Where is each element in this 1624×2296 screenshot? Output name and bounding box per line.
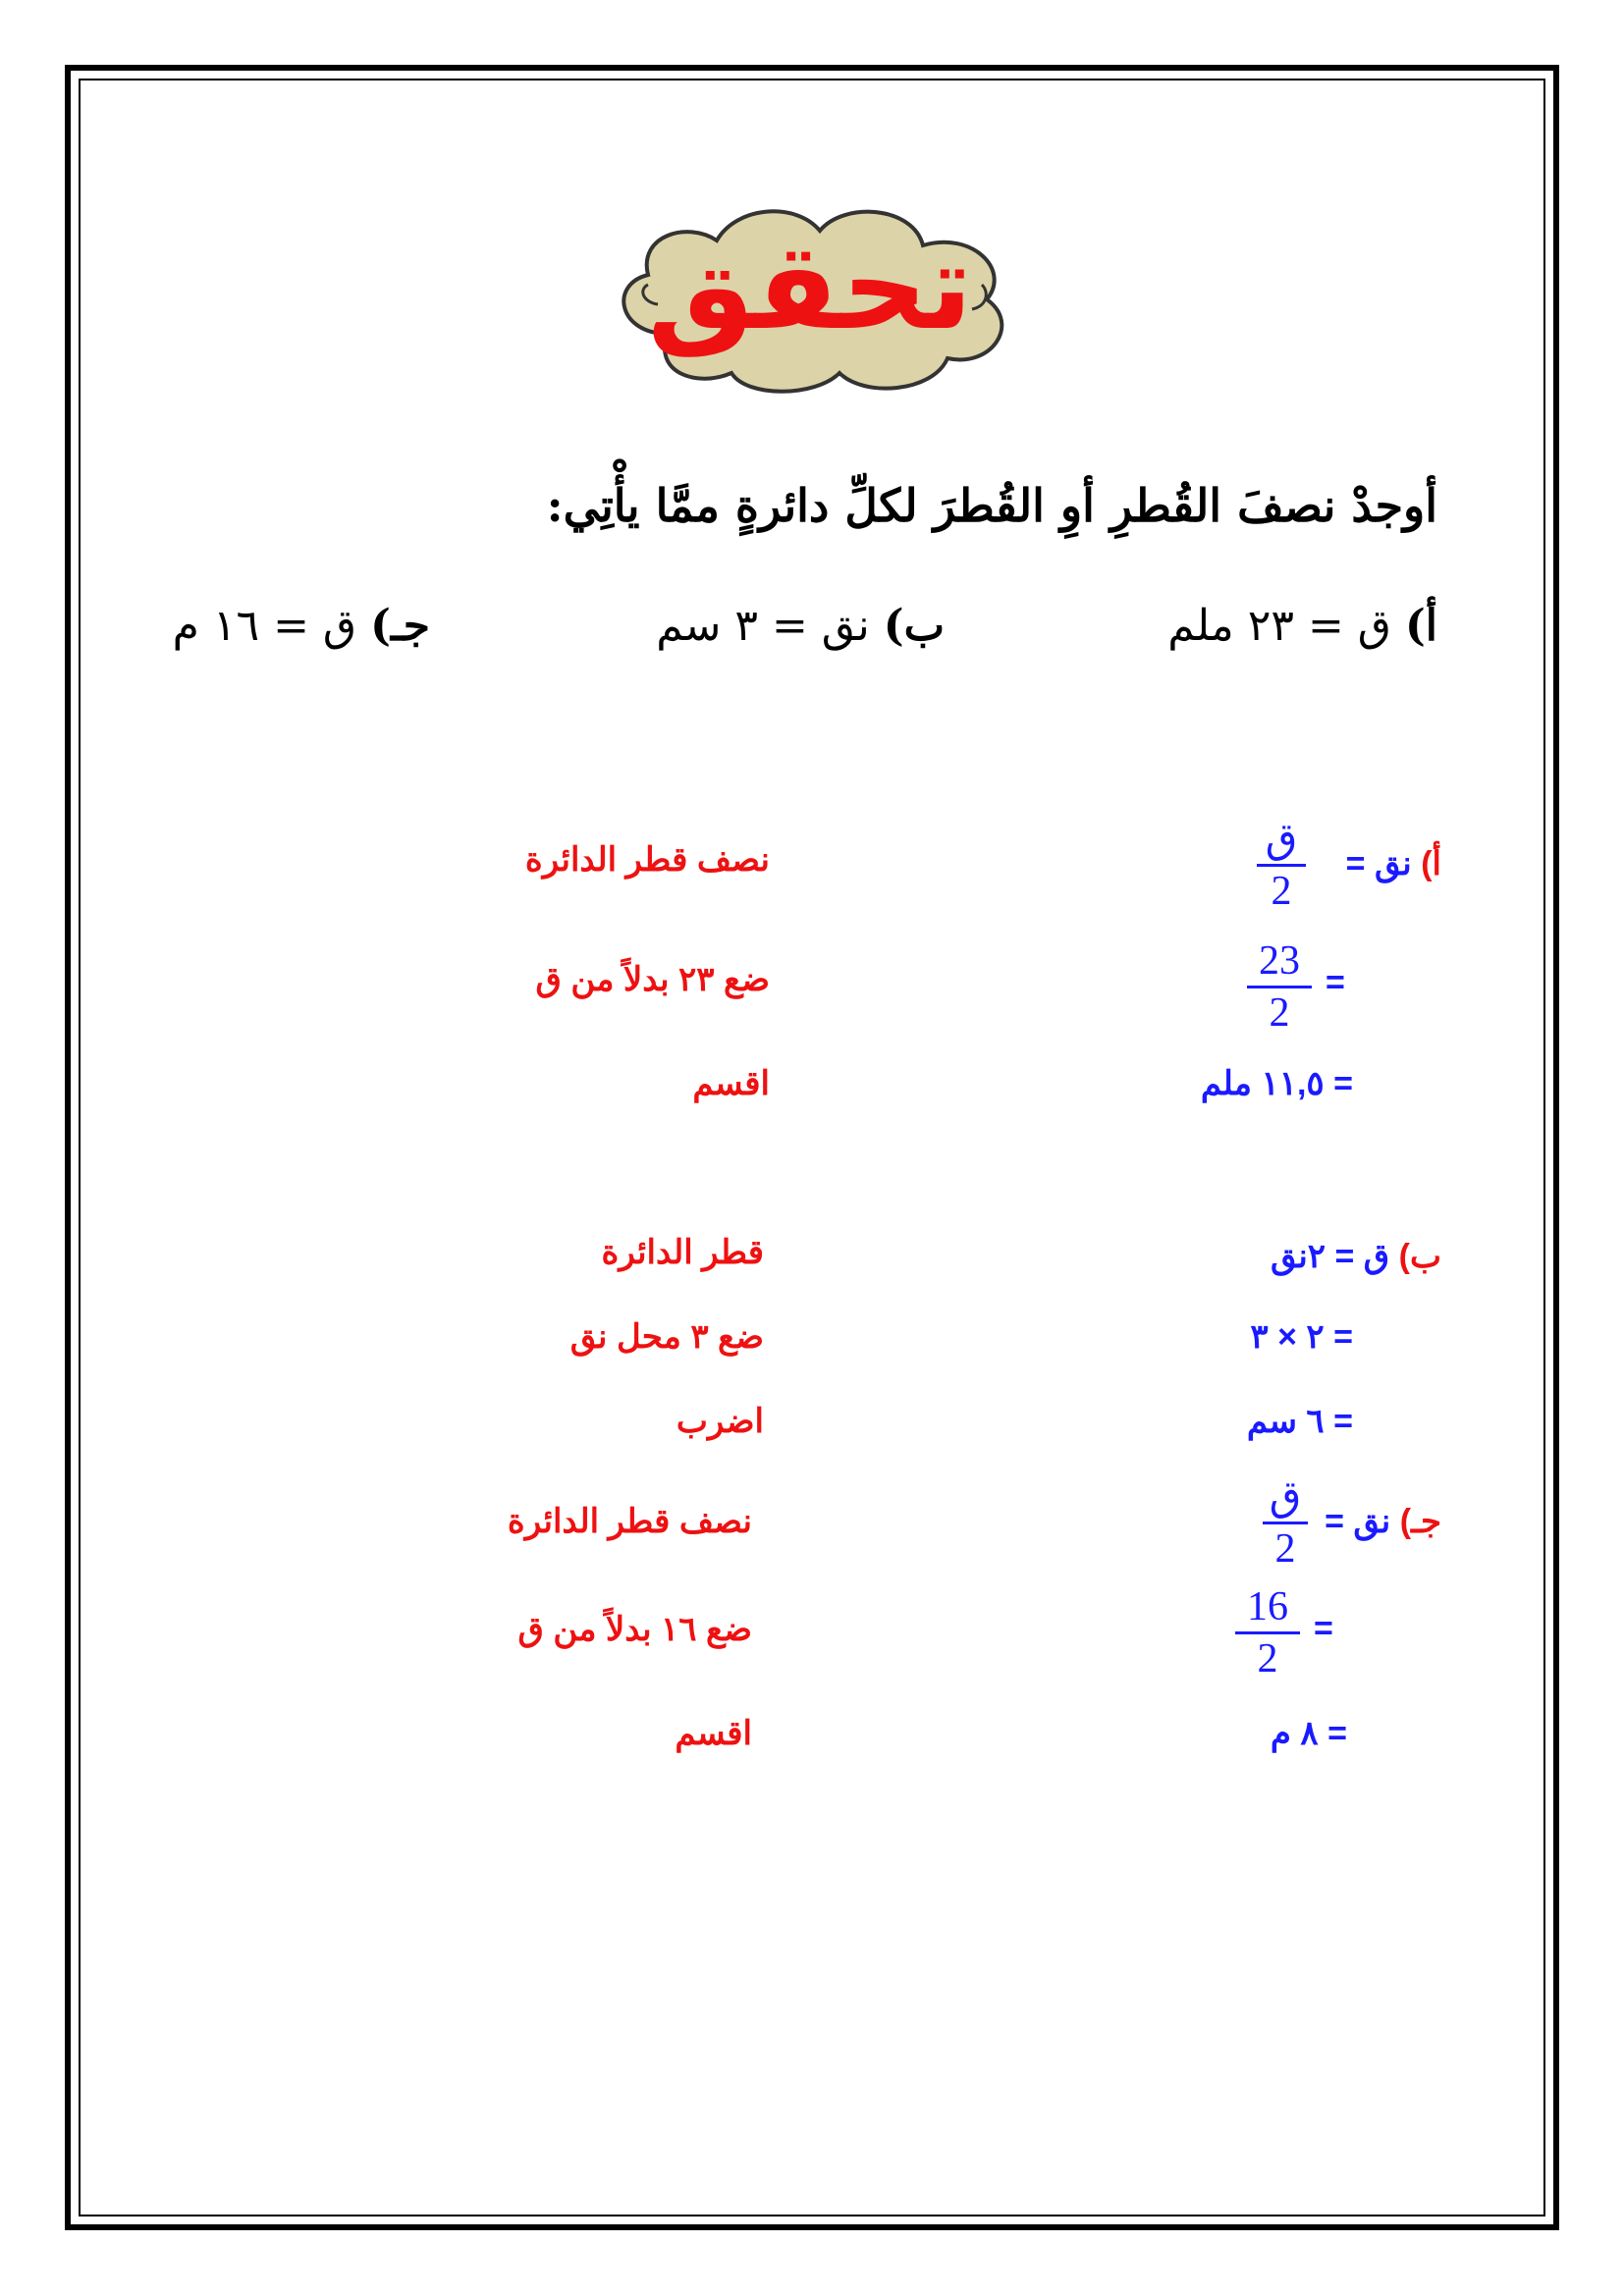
solution-c-frac2-den: 2 xyxy=(1257,1636,1278,1682)
solution-c-eq: = xyxy=(1325,1503,1344,1540)
solution-a-fraction-1 xyxy=(1257,817,1306,914)
solution-a-note-3: اقسم xyxy=(692,1065,770,1102)
solution-b-line1 xyxy=(1271,1237,1441,1276)
solution-a-frac1-num: ق xyxy=(1265,817,1298,862)
solution-b-eq1: ق = ٢نق xyxy=(1270,1238,1390,1275)
solution-c-fraction-2 xyxy=(1235,1584,1300,1682)
solution-c-fraction-1 xyxy=(1263,1474,1308,1572)
solution-c-frac2-num: 16 xyxy=(1247,1584,1288,1629)
solution-c-line1 xyxy=(1325,1502,1441,1541)
solution-a-fraction-2 xyxy=(1247,938,1312,1036)
solution-a-frac1-den: 2 xyxy=(1271,869,1292,914)
solution-a-var: نق xyxy=(1374,845,1412,882)
page-title: تحقق xyxy=(647,217,973,356)
solution-a-label: أ) xyxy=(1421,845,1441,882)
solution-b-note-3: اضرب xyxy=(676,1403,764,1440)
problem-a xyxy=(1167,601,1437,651)
solution-a-result: = ١١,٥ ملم xyxy=(1200,1065,1353,1102)
solution-a-eq: = xyxy=(1345,845,1366,882)
problem-c xyxy=(173,601,430,651)
solution-c-eq2: = xyxy=(1314,1610,1333,1647)
solution-b-eq2: = ٢ × ٣ xyxy=(1250,1318,1353,1356)
solution-c-note-2: ضع ١٦ بدلاً من ق xyxy=(517,1611,752,1648)
solution-a-eq2: = xyxy=(1326,964,1345,1001)
problem-a-label: أ) xyxy=(1404,601,1437,651)
solution-a-note-2: ضع ٢٣ بدلاً من ق xyxy=(535,961,770,998)
problem-a-text: ق = ٢٣ ملم xyxy=(1167,601,1391,651)
solution-a-note-1: نصف قطر الدائرة xyxy=(524,841,770,879)
solution-a-frac2-den: 2 xyxy=(1269,990,1290,1036)
solution-c-note-3: اقسم xyxy=(675,1715,752,1752)
solution-c-label: جـ) xyxy=(1399,1503,1441,1540)
solution-c-result: = ٨ م xyxy=(1270,1715,1347,1752)
solution-a-line1 xyxy=(1346,844,1441,883)
problem-c-text: ق = ١٦ م xyxy=(172,601,357,651)
solution-b-eq3: = ٦ سم xyxy=(1246,1403,1353,1440)
solution-c-note-1: نصف قطر الدائرة xyxy=(507,1503,752,1540)
solution-c-frac1-den: 2 xyxy=(1274,1526,1296,1572)
problem-b-label: ب) xyxy=(883,601,945,651)
problem-c-label: جـ) xyxy=(370,601,430,651)
solution-c-frac1-num: ق xyxy=(1269,1474,1302,1520)
solution-b-label: ب) xyxy=(1398,1238,1441,1275)
problem-b xyxy=(656,601,945,651)
solution-c-var: نق xyxy=(1353,1503,1391,1540)
solution-b-note-1: قطر الدائرة xyxy=(601,1234,764,1271)
solution-b-note-2: ضع ٣ محل نق xyxy=(569,1318,764,1356)
problem-b-text: نق = ٣ سم xyxy=(656,601,870,651)
instruction-text: أوجدْ نصفَ القُطرِ أوِ القُطرَ لكلِّ دائرةٍ ممَّا يأْتِي: xyxy=(546,479,1437,532)
solution-a-frac2-num: 23 xyxy=(1259,938,1300,984)
